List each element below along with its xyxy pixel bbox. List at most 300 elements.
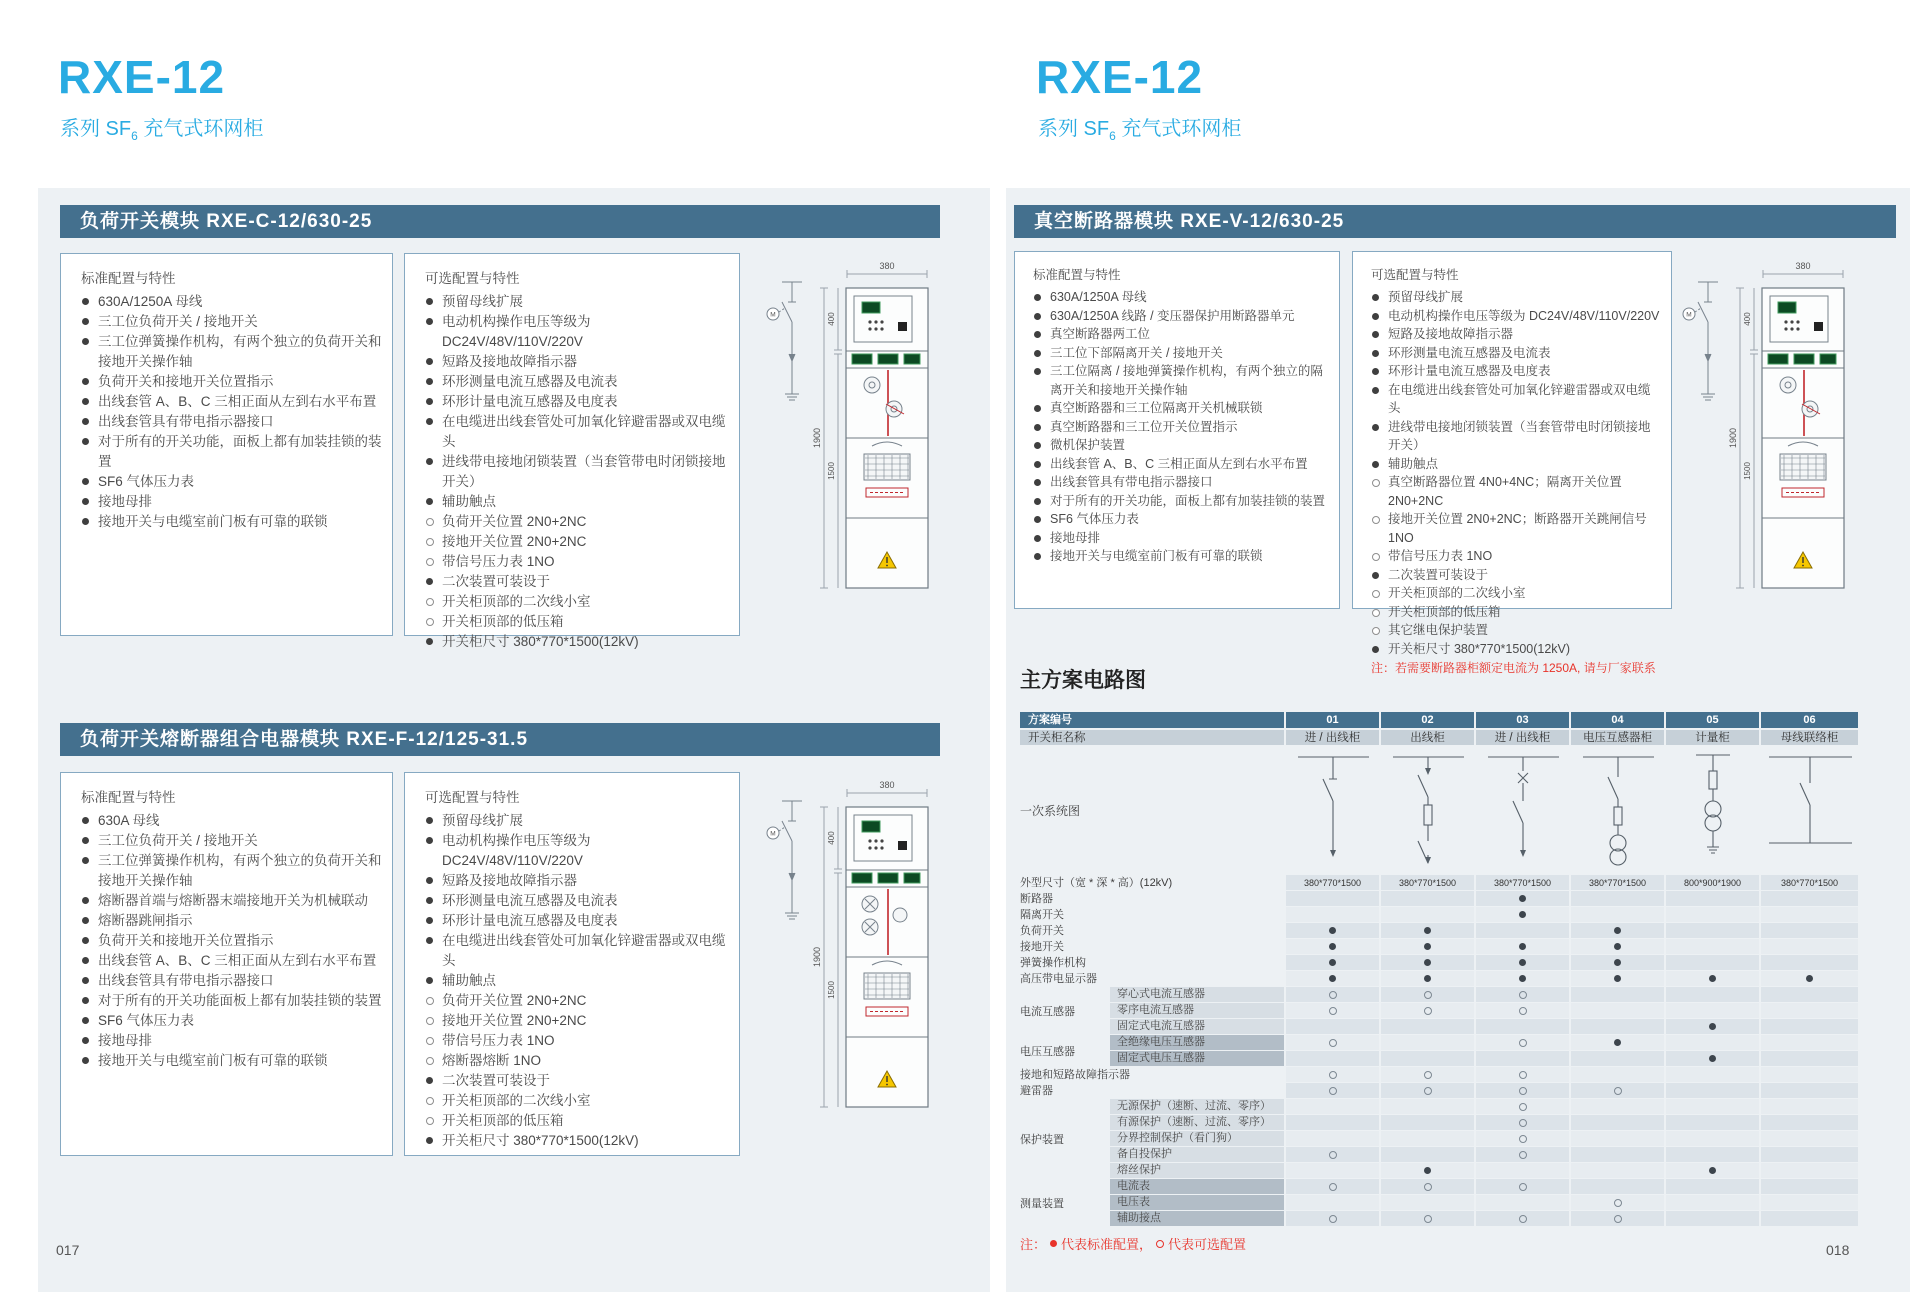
filled-bullet-icon — [82, 817, 89, 824]
list-item — [81, 312, 382, 332]
cabinet-name-cell: 电压互感器柜 — [1571, 728, 1666, 745]
config-cell — [1381, 923, 1476, 939]
optional-config-ring — [1329, 1071, 1337, 1079]
optional-config-ring — [1519, 1103, 1527, 1111]
filled-bullet-icon — [1372, 646, 1379, 653]
standard-config-list — [1033, 288, 1329, 566]
row-sublabel: 零序电流互感器 — [1110, 1003, 1286, 1019]
list-item-text: 630A 母线 — [98, 813, 160, 828]
list-item — [81, 831, 382, 851]
filled-bullet-icon — [426, 458, 433, 465]
subtitle-sub: 6 — [1109, 129, 1116, 143]
standard-config-dot — [1709, 975, 1716, 982]
filled-bullet-icon — [82, 837, 89, 844]
svg-text:380: 380 — [1795, 261, 1811, 271]
filled-bullet-icon — [1372, 368, 1379, 375]
config-cell — [1476, 1147, 1571, 1163]
filled-bullet-icon — [82, 977, 89, 984]
filled-bullet-icon — [426, 298, 433, 305]
list-item — [1371, 584, 1661, 603]
config-cell — [1571, 1195, 1666, 1211]
hollow-bullet-icon — [426, 598, 434, 606]
list-item — [1371, 640, 1661, 659]
list-item — [1371, 473, 1661, 510]
cabinet-name-header: 开关柜名称 — [1020, 728, 1286, 745]
list-item-text: 辅助触点 — [442, 973, 496, 988]
row-sublabel: 辅助接点 — [1110, 1211, 1286, 1227]
list-item — [425, 871, 729, 891]
config-cell — [1381, 1195, 1476, 1211]
list-item-text: 电动机构操作电压等级为 DC24V/48V/110V/220V — [442, 833, 591, 868]
config-cell — [1476, 1163, 1571, 1179]
filled-bullet-icon — [426, 977, 433, 984]
config-cell — [1666, 987, 1761, 1003]
config-cell — [1761, 1131, 1860, 1147]
config-cell — [1286, 1131, 1381, 1147]
filled-bullet-icon — [426, 937, 433, 944]
optional-config-ring — [1329, 1183, 1337, 1191]
filled-bullet-icon — [1372, 424, 1379, 431]
config-cell — [1381, 987, 1476, 1003]
table-row — [1020, 923, 1860, 939]
filled-bullet-icon — [1372, 461, 1379, 468]
config-cell — [1286, 1163, 1381, 1179]
list-item-text: 预留母线扩展 — [1388, 290, 1464, 304]
optional-config-ring — [1329, 1151, 1337, 1159]
row-label: 高压带电显示器 — [1020, 973, 1097, 985]
config-cell — [1666, 1051, 1761, 1067]
filled-bullet-icon — [82, 398, 89, 405]
config-cell — [1286, 1083, 1381, 1099]
config-cell — [1571, 971, 1666, 987]
filled-bullet-icon — [1050, 1240, 1057, 1247]
config-cell — [1571, 1211, 1666, 1227]
list-item-text: 接地开关位置 2N0+2NC — [442, 1013, 587, 1028]
config-cell — [1571, 1051, 1666, 1067]
list-item-text: 开关柜顶部的低压箱 — [1388, 604, 1501, 619]
list-item — [425, 452, 729, 492]
svg-text:1900: 1900 — [812, 946, 822, 968]
row-sublabel: 穿心式电流互感器 — [1110, 987, 1286, 1003]
table-row — [1020, 907, 1860, 923]
filled-bullet-icon — [1034, 368, 1041, 375]
filled-bullet-icon — [82, 318, 89, 325]
config-cell — [1286, 955, 1381, 971]
list-item — [425, 312, 729, 352]
config-cell — [1666, 1163, 1761, 1179]
config-cell — [1381, 1083, 1476, 1099]
row-sublabel: 无源保护（速断、过流、零序） — [1110, 1099, 1286, 1115]
svg-text:1900: 1900 — [812, 427, 822, 449]
list-item — [1371, 362, 1661, 381]
list-item-text: 三工位弹簧操作机构，有两个独立的负荷开关和接地开关操作轴 — [98, 853, 382, 888]
list-item — [1371, 547, 1661, 566]
list-item — [425, 392, 729, 412]
list-item-text: 接地母排 — [98, 494, 152, 509]
svg-text:400: 400 — [827, 831, 836, 845]
config-cell — [1381, 955, 1476, 971]
svg-text:M: M — [770, 311, 776, 319]
config-cell — [1666, 1147, 1761, 1163]
filled-bullet-icon — [1372, 350, 1379, 357]
hollow-bullet-icon — [426, 1097, 434, 1105]
config-cell — [1761, 1099, 1860, 1115]
filled-bullet-icon — [82, 937, 89, 944]
standard-config-dot — [1519, 895, 1526, 902]
standard-config-title: 标准配置与特性 — [81, 790, 176, 805]
optional-config-ring — [1519, 1151, 1527, 1159]
list-item-text: 带信号压力表 1NO — [442, 1033, 555, 1048]
hollow-bullet-icon — [1372, 590, 1380, 598]
list-item — [81, 891, 382, 911]
scheme-number-cell: 06 — [1761, 712, 1860, 728]
optional-config-ring — [1424, 1183, 1432, 1191]
breaker-current-note: 注：若需要断路器柜额定电流为 1250A, 请与厂家联系 — [1371, 661, 1656, 675]
standard-config-dot — [1519, 975, 1526, 982]
filled-bullet-icon — [426, 418, 433, 425]
list-item — [425, 552, 729, 572]
config-cell — [1476, 1115, 1571, 1131]
row-sublabel: 固定式电流互感器 — [1110, 1019, 1286, 1035]
list-item-text: 接地开关位置 2N0+2NC — [442, 534, 587, 549]
list-item-text: 开关柜顶部的二次线小室 — [1388, 586, 1526, 600]
list-item — [1033, 307, 1329, 326]
hollow-bullet-icon — [426, 538, 434, 546]
config-cell — [1381, 1067, 1476, 1083]
optional-config-ring — [1614, 1087, 1622, 1095]
right-page-title: RXE-12 — [1036, 51, 1204, 103]
list-item-text: 负荷开关位置 2N0+2NC — [442, 993, 587, 1008]
config-cell — [1381, 907, 1476, 923]
table-row — [1020, 1211, 1860, 1227]
list-item-text: 出线套管 A、B、C 三相正面从左到右水平布置 — [98, 953, 377, 968]
optional-config-ring — [1424, 991, 1432, 999]
list-item — [425, 592, 729, 612]
scheme-number-cell: 02 — [1381, 712, 1476, 728]
config-cell — [1666, 1195, 1761, 1211]
config-cell — [1381, 1211, 1476, 1227]
svg-text:1500: 1500 — [827, 462, 836, 480]
svg-text:1500: 1500 — [1743, 462, 1752, 480]
config-cell — [1381, 1019, 1476, 1035]
list-item-text: 二次装置可装设于 — [1388, 567, 1489, 582]
filled-bullet-icon — [82, 1057, 89, 1064]
list-item-text: 真空断路器和三工位隔离开关机械联锁 — [1050, 401, 1263, 415]
list-item-text: 三工位负荷开关 / 接地开关 — [98, 833, 258, 848]
optional-config-ring — [1519, 1007, 1527, 1015]
dimension-value: 800*900*1900 — [1683, 877, 1742, 888]
list-item-text: 三工位负荷开关 / 接地开关 — [98, 314, 258, 329]
list-item — [81, 1031, 382, 1051]
list-item — [425, 1131, 729, 1151]
optional-config-ring — [1329, 1215, 1337, 1223]
filled-bullet-icon — [426, 378, 433, 385]
config-cell — [1381, 1179, 1476, 1195]
list-item — [425, 831, 729, 871]
list-item — [425, 971, 729, 991]
filled-bullet-icon — [1034, 294, 1041, 301]
config-cell — [1761, 1051, 1860, 1067]
hollow-bullet-icon — [1372, 516, 1380, 524]
config-cell — [1761, 955, 1860, 971]
config-cell — [1666, 1211, 1761, 1227]
list-item-text: 预留母线扩展 — [442, 813, 523, 828]
left-section2-standard-box — [60, 772, 393, 1156]
config-cell — [1286, 891, 1381, 907]
svg-text:380: 380 — [879, 261, 895, 271]
row-label: 接地和短路故障指示器 — [1020, 1069, 1130, 1081]
config-cell — [1666, 1067, 1761, 1083]
row-label: 隔离开关 — [1020, 909, 1064, 921]
filled-bullet-icon — [82, 298, 89, 305]
standard-config-dot — [1424, 927, 1431, 934]
config-cell — [1476, 1179, 1571, 1195]
list-item — [81, 372, 382, 392]
table-row — [1020, 1067, 1860, 1083]
list-item-text: 在电缆进出线套管处可加氧化锌避雷器或双电缆头 — [1388, 382, 1651, 415]
list-item-text: 带信号压力表 1NO — [1388, 549, 1493, 563]
list-item — [81, 392, 382, 412]
filled-bullet-icon — [1034, 516, 1041, 523]
standard-config-dot — [1424, 1167, 1431, 1174]
one-line-diagram-load-switch-io — [1286, 745, 1381, 875]
optional-config-ring — [1519, 1087, 1527, 1095]
left-section1-header: 负荷开关模块 RXE-C-12/630-25 — [60, 205, 940, 238]
filled-bullet-icon — [82, 1017, 89, 1024]
standard-config-list — [81, 811, 382, 1071]
list-item — [81, 971, 382, 991]
config-cell — [1286, 1067, 1381, 1083]
config-cell — [1571, 939, 1666, 955]
dimension-cell — [1761, 875, 1860, 891]
config-cell — [1761, 891, 1860, 907]
list-item-text: 熔断器首端与熔断器末端接地开关为机械联动 — [98, 893, 368, 908]
list-item-text: 熔断器熔断 1NO — [442, 1053, 542, 1068]
filled-bullet-icon — [1372, 572, 1379, 579]
config-cell — [1666, 1035, 1761, 1051]
filled-bullet-icon — [1034, 442, 1041, 449]
subtitle-sub: 6 — [131, 129, 138, 143]
config-cell — [1476, 1003, 1571, 1019]
config-cell — [1286, 1051, 1381, 1067]
list-item — [81, 951, 382, 971]
filled-bullet-icon — [1034, 331, 1041, 338]
right-optional-box — [1352, 251, 1672, 675]
list-item — [1033, 325, 1329, 344]
list-item-text: 在电缆进出线套管处可加氧化锌避雷器或双电缆头 — [442, 414, 726, 449]
table-row — [1020, 1115, 1860, 1131]
list-item — [1371, 455, 1661, 474]
config-cell — [1761, 1147, 1860, 1163]
optional-config-title: 可选配置与特性 — [425, 790, 520, 805]
optional-config-ring — [1329, 991, 1337, 999]
filled-bullet-icon — [426, 638, 433, 645]
optional-config-ring — [1424, 1087, 1432, 1095]
config-cell — [1286, 1035, 1381, 1051]
right-section-header: 真空断路器模块 RXE-V-12/630-25 — [1014, 205, 1896, 238]
config-cell — [1286, 1019, 1381, 1035]
list-item — [425, 991, 729, 1011]
hollow-bullet-icon — [426, 1057, 434, 1065]
config-cell — [1476, 1019, 1571, 1035]
config-cell — [1381, 1099, 1476, 1115]
config-cell — [1571, 1115, 1666, 1131]
table-row — [1020, 1083, 1860, 1099]
list-item-text: 开关柜顶部的二次线小室 — [442, 1093, 591, 1108]
list-item — [1371, 307, 1661, 326]
config-cell — [1286, 923, 1381, 939]
subtitle-suffix: 充气式环网柜 — [1115, 118, 1242, 140]
svg-text:1900: 1900 — [1728, 427, 1738, 449]
optional-config-ring — [1519, 1039, 1527, 1047]
table-row — [1020, 955, 1860, 971]
standard-config-dot — [1424, 959, 1431, 966]
optional-config-ring — [1519, 991, 1527, 999]
standard-config-dot — [1329, 975, 1336, 982]
list-item-text: 接地母排 — [98, 1033, 152, 1048]
hollow-bullet-icon — [426, 1017, 434, 1025]
cabinet-name-cell: 进 / 出线柜 — [1286, 728, 1381, 745]
list-item — [81, 332, 382, 372]
list-item-text: 环形测量电流互感器及电流表 — [442, 374, 618, 389]
config-cell — [1476, 1131, 1571, 1147]
config-cell — [1476, 955, 1571, 971]
dimension-cell — [1381, 875, 1476, 891]
standard-config-list — [81, 292, 382, 532]
list-item — [1371, 381, 1661, 418]
optional-config-list — [425, 811, 729, 1151]
table-row — [1020, 1019, 1860, 1035]
optional-config-ring — [1329, 1087, 1337, 1095]
filled-bullet-icon — [82, 418, 89, 425]
one-line-diagram-metering — [1666, 745, 1761, 875]
row-sublabel: 电压表 — [1110, 1195, 1286, 1211]
one-line-diagram-outgoing-fuse — [1381, 745, 1476, 875]
list-item-text: 电动机构操作电压等级为 DC24V/48V/110V/220V — [442, 314, 591, 349]
config-cell — [1761, 1083, 1860, 1099]
config-cell — [1571, 1019, 1666, 1035]
config-cell — [1571, 1147, 1666, 1163]
config-cell — [1666, 939, 1761, 955]
right-page-number: 018 — [1826, 1242, 1850, 1258]
hollow-bullet-icon — [1372, 627, 1380, 635]
standard-config-dot — [1329, 927, 1336, 934]
diagram-row-label: 一次系统图 — [1020, 803, 1081, 818]
filled-bullet-icon — [1034, 350, 1041, 357]
list-item-text: 接地开关与电缆室前门板有可靠的联锁 — [98, 1053, 328, 1068]
config-cell — [1381, 1147, 1476, 1163]
dimension-value: 380*770*1500 — [1303, 877, 1362, 888]
filled-bullet-icon — [1034, 479, 1041, 486]
row-label: 避雷器 — [1020, 1085, 1053, 1097]
config-cell — [1286, 907, 1381, 923]
list-item — [1033, 418, 1329, 437]
standard-config-title: 标准配置与特性 — [81, 271, 176, 286]
scheme-table — [1020, 712, 1860, 1227]
list-item-text: 进线带电接地闭锁装置（当套管带电时闭锁接地开关） — [1388, 419, 1651, 452]
list-item-text: 出线套管 A、B、C 三相正面从左到右水平布置 — [1050, 456, 1308, 471]
config-cell — [1476, 1067, 1571, 1083]
list-item — [1033, 547, 1329, 566]
config-cell — [1761, 1035, 1860, 1051]
filled-bullet-icon — [426, 877, 433, 884]
config-cell — [1761, 1179, 1860, 1195]
config-cell — [1571, 1179, 1666, 1195]
filled-bullet-icon — [1034, 424, 1041, 431]
config-cell — [1476, 1051, 1571, 1067]
cabinet-name-cell: 母线联络柜 — [1761, 728, 1860, 745]
list-item — [81, 412, 382, 432]
optional-config-ring — [1329, 1007, 1337, 1015]
list-item-text: SF6 气体压力表 — [1050, 512, 1139, 526]
row-group-label: 电流互感器 — [1020, 1006, 1075, 1018]
config-cell — [1476, 891, 1571, 907]
list-item — [425, 1011, 729, 1031]
hollow-bullet-icon — [426, 618, 434, 626]
config-cell — [1476, 907, 1571, 923]
list-item-text: 在电缆进出线套管处可加氧化锌避雷器或双电缆头 — [442, 933, 726, 968]
hollow-bullet-icon — [426, 997, 434, 1005]
filled-bullet-icon — [82, 957, 89, 964]
list-item-text: 负荷开关和接地开关位置指示 — [98, 933, 274, 948]
hollow-bullet-icon — [426, 1117, 434, 1125]
filled-bullet-icon — [426, 1137, 433, 1144]
config-cell — [1761, 1115, 1860, 1131]
row-sublabel: 固定式电压互感器 — [1110, 1051, 1286, 1067]
filled-bullet-icon — [426, 837, 433, 844]
config-cell — [1761, 987, 1860, 1003]
scheme-number-cell: 04 — [1571, 712, 1666, 728]
optional-config-ring — [1519, 1215, 1527, 1223]
list-item-text: 三工位隔离 / 接地弹簧操作机构，有两个独立的隔离开关和接地开关操作轴 — [1050, 364, 1323, 397]
list-item-text: 630A/1250A 母线 — [1050, 290, 1147, 304]
list-item — [81, 851, 382, 891]
config-cell — [1571, 1067, 1666, 1083]
cabinet-name-row — [1020, 728, 1860, 745]
list-item-text: 真空断路器和三工位开关位置指示 — [1050, 419, 1238, 434]
list-item-text: SF6 气体压力表 — [98, 1013, 195, 1028]
list-item — [81, 472, 382, 492]
hollow-bullet-icon — [1372, 553, 1380, 561]
table-row — [1020, 1163, 1860, 1179]
left-section2-optional-box — [404, 772, 740, 1156]
list-item-text: 出线套管 A、B、C 三相正面从左到右水平布置 — [98, 394, 377, 409]
standard-config-dot — [1424, 975, 1431, 982]
row-sublabel: 电流表 — [1110, 1179, 1286, 1195]
list-item-text: 熔断器跳闸指示 — [98, 913, 193, 928]
filled-bullet-icon — [82, 338, 89, 345]
config-cell — [1761, 939, 1860, 955]
list-item-text: 开关柜尺寸 380*770*1500(12kV) — [1388, 641, 1571, 656]
list-item — [1033, 510, 1329, 529]
config-cell — [1286, 1115, 1381, 1131]
list-item-text: 接地母排 — [1050, 530, 1101, 545]
svg-text:400: 400 — [827, 312, 836, 326]
standard-config-dot — [1519, 943, 1526, 950]
svg-text:380: 380 — [879, 780, 895, 790]
right-standard-box — [1014, 251, 1340, 609]
list-item-text: 出线套管具有带电指示器接口 — [1050, 475, 1213, 489]
filled-bullet-icon — [1034, 461, 1041, 468]
hollow-bullet-icon — [1156, 1240, 1164, 1248]
standard-config-dot — [1709, 1055, 1716, 1062]
left-page-subtitle — [60, 112, 263, 143]
one-line-diagram-row — [1020, 745, 1860, 875]
list-item-text: 预留母线扩展 — [442, 294, 523, 309]
config-cell — [1761, 1195, 1860, 1211]
list-item — [425, 1071, 729, 1091]
config-cell — [1571, 1003, 1666, 1019]
